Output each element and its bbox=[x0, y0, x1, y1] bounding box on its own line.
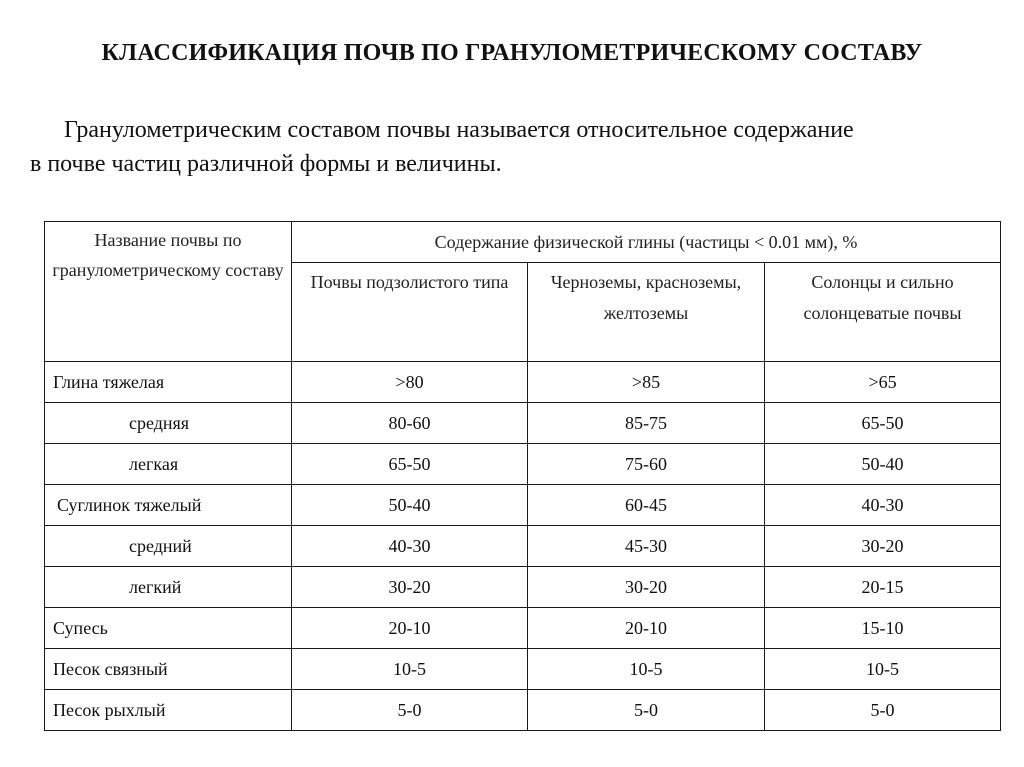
header-chernozem: Черноземы, красноземы, желтоземы bbox=[528, 263, 765, 362]
intro-paragraph bbox=[30, 113, 1010, 181]
cell-value: 30-20 bbox=[765, 526, 1001, 567]
cell-value: 10-5 bbox=[765, 649, 1001, 690]
table-row bbox=[45, 649, 1001, 690]
cell-value: 65-50 bbox=[292, 444, 528, 485]
table-row bbox=[45, 444, 1001, 485]
table-row bbox=[45, 690, 1001, 731]
row-name: средний bbox=[45, 526, 292, 567]
cell-value: 60-45 bbox=[528, 485, 765, 526]
table-row bbox=[45, 526, 1001, 567]
cell-value: 40-30 bbox=[765, 485, 1001, 526]
cell-value: 50-40 bbox=[765, 444, 1001, 485]
table-row bbox=[45, 362, 1001, 403]
cell-value: >85 bbox=[528, 362, 765, 403]
cell-value: 85-75 bbox=[528, 403, 765, 444]
table-row bbox=[45, 608, 1001, 649]
row-name: Супесь bbox=[45, 608, 292, 649]
row-name: Суглинок тяжелый bbox=[45, 485, 292, 526]
row-name: Песок связный bbox=[45, 649, 292, 690]
cell-value: 20-15 bbox=[765, 567, 1001, 608]
row-name: средняя bbox=[45, 403, 292, 444]
cell-value: 10-5 bbox=[292, 649, 528, 690]
row-name: легкий bbox=[45, 567, 292, 608]
cell-value: 80-60 bbox=[292, 403, 528, 444]
cell-value: 5-0 bbox=[528, 690, 765, 731]
cell-value: 5-0 bbox=[765, 690, 1001, 731]
cell-value: 75-60 bbox=[528, 444, 765, 485]
soil-classification-table bbox=[44, 221, 1001, 731]
cell-value: >65 bbox=[765, 362, 1001, 403]
header-clay-content: Содержание физической глины (частицы < 0.01 мм), % bbox=[292, 222, 1001, 263]
cell-value: 45-30 bbox=[528, 526, 765, 567]
cell-value: 50-40 bbox=[292, 485, 528, 526]
cell-value: 20-10 bbox=[292, 608, 528, 649]
cell-value: 15-10 bbox=[765, 608, 1001, 649]
cell-value: 20-10 bbox=[528, 608, 765, 649]
table-row bbox=[45, 403, 1001, 444]
header-solonetz: Солонцы и сильно солонцеватые почвы bbox=[765, 263, 1001, 362]
cell-value: 65-50 bbox=[765, 403, 1001, 444]
cell-value: 5-0 bbox=[292, 690, 528, 731]
row-name: легкая bbox=[45, 444, 292, 485]
cell-value: 40-30 bbox=[292, 526, 528, 567]
header-podzolic: Почвы подзолистого типа bbox=[292, 263, 528, 362]
cell-value: 30-20 bbox=[528, 567, 765, 608]
table-row bbox=[45, 567, 1001, 608]
cell-value: 10-5 bbox=[528, 649, 765, 690]
cell-value: 30-20 bbox=[292, 567, 528, 608]
table-row bbox=[45, 485, 1001, 526]
row-name: Песок рыхлый bbox=[45, 690, 292, 731]
row-name: Глина тяжелая bbox=[45, 362, 292, 403]
page-title: КЛАССИФИКАЦИЯ ПОЧВ ПО ГРАНУЛОМЕТРИЧЕСКОМУ СОСТАВУ bbox=[101, 40, 923, 66]
header-soil-name: Название почвы по гранулометрическому составу bbox=[45, 222, 292, 362]
cell-value: >80 bbox=[292, 362, 528, 403]
intro-line-2: в почве частиц различной формы и величины. bbox=[30, 151, 502, 177]
intro-line-1: Гранулометрическим составом почвы называется относительное содержание bbox=[64, 117, 854, 143]
